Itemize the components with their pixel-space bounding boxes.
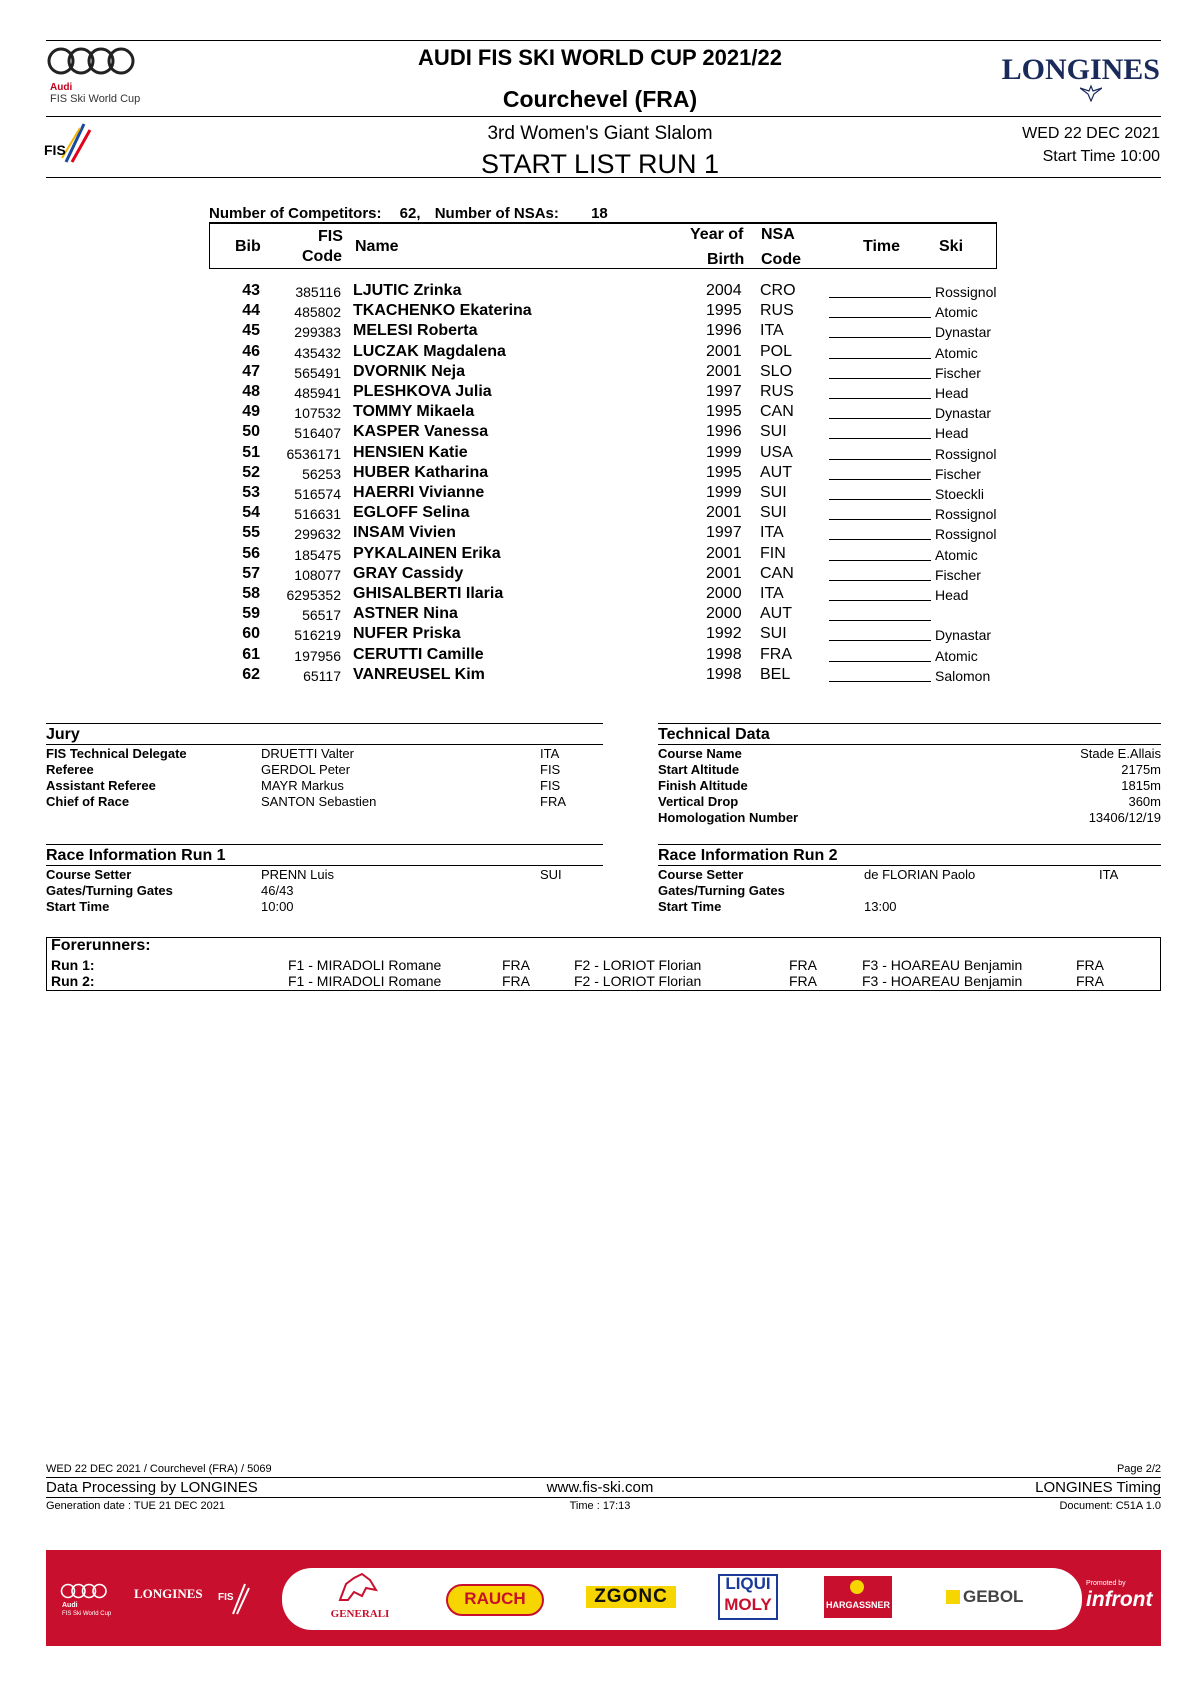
jury-nsa: FIS [540, 778, 561, 793]
forerunner-row [51, 973, 1156, 989]
run1-gates: 46/43 [261, 883, 294, 898]
fis-code: 485941 [294, 385, 341, 401]
time-blank [829, 499, 931, 500]
jury-nsa: FRA [540, 794, 566, 809]
time-blank [829, 519, 931, 520]
ski-brand: Dynastar [935, 324, 992, 341]
forerunner-3: F3 - HOAREAU Benjamin [862, 973, 1023, 989]
athlete-name: VANREUSEL Kim [353, 665, 485, 683]
fis-code: 516631 [294, 506, 341, 523]
athlete-name: TKACHENKO Ekaterina [353, 302, 532, 320]
footer-reference: WED 22 DEC 2021 / Courchevel (FRA) / 5069 [46, 1463, 272, 1475]
footer-page: Page 2/2 [1116, 1463, 1161, 1475]
technical-label: Course Name [658, 746, 742, 761]
nsa-code: CRO [760, 282, 796, 299]
athlete-name: HUBER Katharina [353, 463, 489, 481]
forerunner-row [51, 957, 1156, 973]
nsa-code: AUT [760, 463, 792, 481]
birth-year: 1996 [706, 322, 742, 340]
banner-audi-rings-icon [60, 1582, 108, 1600]
col-nsa: NSA [761, 226, 795, 243]
nsa-code: RUS [760, 383, 794, 400]
nsa-code: SUI [760, 504, 787, 522]
forerunner-1: F1 - MIRADOLI Romane [288, 973, 442, 989]
athlete-name: NUFER Priska [353, 625, 461, 643]
table-row [0, 524, 1200, 544]
bib: 44 [242, 302, 260, 320]
col-birth: Birth [707, 251, 745, 268]
gebol-logo-icon [946, 1590, 960, 1604]
forerunner-1: F1 - MIRADOLI Romane [288, 957, 442, 973]
time-blank [829, 358, 931, 359]
longines-wings-icon [1080, 84, 1102, 102]
forerunner-2-nsa: FRA [789, 973, 817, 989]
competitors-value: 62, [399, 205, 421, 222]
ski-brand: Rossignol [935, 506, 997, 523]
time-blank [829, 438, 931, 439]
run1-setter: PRENN Luis [261, 867, 334, 882]
longines-logo: LONGINES [1001, 53, 1160, 86]
run1-start-row [46, 899, 603, 915]
fis-code: 516574 [294, 486, 341, 502]
athlete-name: KASPER Vanessa [353, 423, 489, 441]
col-nsa-code: Code [761, 251, 801, 268]
birth-year: 1995 [706, 403, 742, 421]
jury-role: Chief of Race [46, 794, 130, 809]
nsa-code: FRA [760, 645, 792, 663]
birth-year: 2001 [706, 564, 742, 582]
venue-title: Courchevel (FRA) [502, 86, 698, 112]
table-row [0, 383, 1200, 403]
fis-code: 516407 [294, 425, 341, 442]
athlete-name: GRAY Cassidy [353, 564, 464, 582]
fis-code: 56517 [302, 607, 341, 624]
fis-code: 56253 [302, 465, 341, 482]
run2-start-label: Start Time [658, 899, 722, 914]
jury-row [46, 762, 603, 778]
athlete-name: INSAM Vivien [353, 524, 456, 542]
jury-row [46, 746, 603, 762]
technical-title: Technical Data [658, 726, 770, 743]
event-title: AUDI FIS SKI WORLD CUP 2021/22 [418, 45, 782, 70]
bib: 51 [242, 443, 260, 461]
forerunner-2: F2 - LORIOT Florian [574, 973, 702, 989]
bib: 57 [242, 564, 260, 582]
footer-rule-1 [46, 1477, 1161, 1478]
fis-code: 516219 [294, 627, 341, 644]
athlete-name: GHISALBERTI Ilaria [353, 585, 504, 602]
ski-brand: Atomic [935, 344, 978, 361]
run1-title-rule [46, 865, 603, 866]
ski-brand: Atomic [935, 546, 978, 563]
bib: 61 [242, 645, 260, 663]
time-blank [829, 317, 931, 318]
jury-person: MAYR Markus [261, 778, 344, 793]
technical-value: 13406/12/19 [1088, 810, 1161, 825]
forerunner-2-nsa: FRA [789, 957, 817, 973]
table-row [0, 545, 1200, 565]
nsa-code: ITA [760, 322, 784, 340]
forerunner-1-nsa: FRA [502, 957, 530, 973]
fis-code: 299383 [294, 324, 341, 341]
technical-row [658, 794, 1161, 810]
bib: 56 [242, 544, 260, 562]
nsa-code: SLO [760, 362, 793, 380]
table-row [0, 423, 1200, 443]
ski-brand: Rossignol [935, 526, 997, 543]
nsa-code: CAN [760, 403, 794, 421]
birth-year: 1999 [706, 484, 742, 501]
time-blank [829, 479, 931, 480]
sponsor-zgonc: ZGONC [594, 1586, 668, 1607]
run2-setter-row [658, 867, 1161, 883]
col-year-of: Year of [690, 226, 744, 243]
birth-year: 2001 [706, 504, 742, 522]
header-date: WED 22 DEC 2021 [1022, 125, 1160, 142]
fis-code: 107532 [294, 405, 341, 422]
forerunner-run-label: Run 1: [51, 957, 95, 973]
technical-label: Finish Altitude [658, 778, 748, 793]
forerunner-3-nsa: FRA [1076, 957, 1104, 973]
bib: 54 [242, 504, 260, 522]
technical-label: Homologation Number [658, 810, 799, 825]
birth-year: 1992 [706, 625, 742, 643]
footer-processing: Data Processing by LONGINES [46, 1479, 258, 1496]
time-blank [829, 418, 931, 419]
run2-start-row [658, 899, 1161, 915]
forerunner-1-nsa: FRA [502, 973, 530, 989]
run2-setter-nsa: ITA [1099, 867, 1119, 882]
run2-setter-label: Course Setter [658, 867, 744, 882]
athlete-name: ASTNER Nina [353, 605, 458, 623]
run1-start-label: Start Time [46, 899, 110, 914]
time-blank [829, 560, 931, 561]
nsa-code: CAN [760, 564, 794, 582]
ski-brand: Fischer [935, 364, 981, 381]
birth-year: 1999 [706, 443, 742, 461]
fis-logo-text: FIS [44, 142, 66, 158]
nsa-code: FIN [760, 544, 786, 562]
forerunner-2: F2 - LORIOT Florian [574, 957, 702, 973]
birth-year: 1997 [706, 383, 742, 400]
ski-brand: Head [935, 587, 969, 603]
time-blank [829, 539, 931, 540]
run2-gates-label: Gates/Turning Gates [658, 883, 785, 898]
header-start-time: Start Time 10:00 [1042, 148, 1160, 165]
nsa-code: POL [760, 342, 793, 360]
table-row [0, 646, 1200, 666]
technical-value: Stade E.Allais [1080, 746, 1161, 761]
nsas-label: Number of NSAs: [434, 205, 559, 222]
sponsor-infront: infront [1086, 1588, 1153, 1611]
time-blank [829, 580, 931, 581]
sponsor-moly: MOLY [724, 1595, 772, 1614]
ski-brand: Rossignol [935, 445, 997, 462]
jury-person: GERDOL Peter [261, 762, 351, 777]
promoted-by: Promoted by [1086, 1580, 1126, 1587]
list-title: START LIST RUN 1 [480, 149, 720, 179]
table-row [0, 343, 1200, 363]
fis-code: 385116 [295, 284, 341, 300]
bib: 50 [242, 423, 260, 441]
run1-top-rule [46, 844, 603, 845]
bib: 55 [242, 524, 260, 542]
table-row [0, 585, 1200, 605]
jury-title: Jury [46, 726, 80, 743]
birth-year: 1998 [706, 645, 742, 663]
banner-longines: LONGINES [134, 1586, 203, 1601]
bib: 48 [242, 383, 260, 400]
race-name: 3rd Women's Giant Slalom [487, 123, 713, 144]
fis-code: 197956 [294, 647, 341, 664]
generali-lion-icon [336, 1570, 380, 1604]
col-name: Name [355, 238, 399, 255]
athlete-name: MELESI Roberta [353, 322, 478, 340]
forerunner-run-label: Run 2: [51, 973, 95, 989]
birth-year: 2001 [706, 362, 742, 380]
bib: 45 [242, 322, 260, 340]
technical-label: Start Altitude [658, 762, 740, 777]
competitors-label: Number of Competitors: [209, 205, 382, 222]
technical-label: Vertical Drop [658, 794, 739, 809]
jury-nsa: FIS [540, 762, 561, 777]
header-bottom-rule [46, 177, 1161, 178]
nsa-code: SUI [760, 625, 787, 643]
nsa-code: ITA [760, 585, 784, 602]
table-row [0, 302, 1200, 322]
jury-nsa: ITA [540, 746, 560, 761]
time-blank [829, 398, 931, 399]
fis-code: 65117 [303, 667, 341, 684]
time-blank [829, 337, 931, 338]
jury-role: FIS Technical Delegate [46, 746, 187, 761]
bib: 43 [242, 282, 260, 299]
ski-brand: Head [935, 385, 969, 401]
athlete-name: DVORNIK Neja [353, 362, 466, 380]
birth-year: 1997 [706, 524, 742, 542]
table-row [0, 464, 1200, 484]
fis-code: 108077 [294, 566, 341, 583]
nsa-code: SUI [760, 423, 787, 441]
ski-brand: Salomon [935, 667, 991, 684]
table-row [0, 484, 1200, 504]
table-row [0, 322, 1200, 342]
run1-setter-row [46, 867, 603, 883]
jury-row [46, 794, 603, 810]
sponsor-banner [46, 1550, 1161, 1646]
header-mid-rule [46, 116, 1161, 117]
time-blank [829, 459, 931, 460]
bib: 46 [242, 342, 260, 360]
athlete-name: TOMMY Mikaela [353, 403, 475, 421]
table-row [0, 504, 1200, 524]
footer-timing: LONGINES Timing [1035, 1479, 1161, 1496]
run2-start: 13:00 [864, 899, 897, 914]
col-ski: Ski [939, 238, 964, 255]
athlete-name: HAERRI Vivianne [353, 484, 485, 501]
table-row [0, 363, 1200, 383]
run2-title-rule [658, 865, 1161, 866]
run1-start: 10:00 [261, 899, 294, 914]
bib: 49 [242, 403, 260, 421]
time-blank [829, 661, 931, 662]
nsa-code: AUT [760, 605, 792, 623]
table-row [0, 605, 1200, 625]
fis-code: 299632 [294, 526, 341, 543]
bib: 53 [242, 484, 260, 501]
col-fis-code: Code [302, 248, 342, 265]
sponsor-generali: GENERALI [330, 1608, 390, 1620]
table-row [0, 565, 1200, 585]
time-blank [829, 600, 931, 601]
nsa-code: USA [760, 443, 793, 461]
athlete-name: LUCZAK Magdalena [353, 342, 506, 360]
time-blank [829, 297, 931, 298]
ski-brand: Atomic [935, 647, 978, 664]
fis-code: 435432 [294, 344, 341, 361]
banner-audi-sub: FIS Ski World Cup [62, 1611, 112, 1617]
sponsor-strip [282, 1568, 1082, 1630]
technical-row [658, 778, 1161, 794]
sponsor-rauch: RAUCH [464, 1589, 526, 1608]
technical-row [658, 762, 1161, 778]
ski-brand: Dynastar [935, 627, 992, 644]
table-row [0, 625, 1200, 645]
competitor-summary [209, 205, 608, 222]
banner-audi-brand: Audi [62, 1602, 78, 1609]
technical-value: 1815m [1121, 778, 1161, 793]
footer-document: Document: C51A 1.0 [1059, 1500, 1161, 1512]
technical-value: 2175m [1121, 762, 1161, 777]
bib: 59 [242, 605, 260, 623]
table-row [0, 403, 1200, 423]
birth-year: 1998 [706, 665, 742, 683]
bib: 60 [242, 625, 260, 643]
run1-gates-label: Gates/Turning Gates [46, 883, 173, 898]
bib: 52 [242, 463, 260, 481]
athlete-name: EGLOFF Selina [353, 504, 470, 522]
jury-title-rule [46, 744, 603, 745]
jury-role: Referee [46, 762, 94, 777]
fis-code: 565491 [294, 364, 341, 381]
footer-rule-2 [46, 1497, 1161, 1498]
col-bib: Bib [235, 238, 261, 255]
footer-generation: Generation date : TUE 21 DEC 2021 [46, 1500, 225, 1512]
footer-time: Time : 17:13 [569, 1500, 631, 1512]
birth-year: 2000 [706, 585, 742, 602]
footer-website[interactable]: www.fis-ski.com [546, 1479, 654, 1496]
athlete-name: CERUTTI Camille [353, 645, 484, 663]
fis-code: 6295352 [286, 587, 341, 603]
forerunner-3-nsa: FRA [1076, 973, 1104, 989]
banner-fis: FIS [218, 1592, 234, 1603]
audi-brand: Audi [50, 82, 73, 93]
audi-sub: FIS Ski World Cup [50, 93, 141, 105]
col-time: Time [863, 238, 901, 255]
ski-brand: Dynastar [935, 405, 992, 422]
hargassner-logo-icon [850, 1580, 864, 1594]
athlete-name: PYKALAINEN Erika [353, 544, 501, 562]
athlete-name: HENSIEN Katie [353, 443, 468, 461]
athlete-name: PLESHKOVA Julia [353, 383, 492, 400]
jury-top-rule [46, 723, 603, 724]
forerunners-title: Forerunners: [51, 937, 151, 954]
birth-year: 2000 [706, 605, 742, 623]
run2-gates-row [658, 883, 1161, 899]
time-blank [829, 681, 931, 682]
technical-title-rule [658, 744, 1161, 745]
jury-row [46, 778, 603, 794]
table-row [0, 444, 1200, 464]
col-fis: FIS [318, 228, 343, 245]
fis-code: 185475 [294, 546, 341, 563]
birth-year: 1995 [706, 302, 742, 320]
sponsor-gebol: GEBOL [963, 1587, 1024, 1606]
jury-person: SANTON Sebastien [261, 794, 377, 809]
technical-row [658, 746, 1161, 762]
ski-brand: Stoeckli [935, 486, 985, 502]
time-blank [829, 378, 931, 379]
bib: 58 [242, 585, 260, 602]
run1-setter-nsa: SUI [540, 867, 562, 882]
birth-year: 2001 [706, 342, 742, 360]
jury-person: DRUETTI Valter [261, 746, 354, 761]
ski-brand: Fischer [935, 465, 981, 482]
birth-year: 1996 [706, 423, 742, 441]
ski-brand: Atomic [935, 304, 978, 321]
time-blank [829, 640, 931, 641]
bib: 47 [242, 362, 260, 380]
nsa-code: SUI [760, 484, 787, 501]
nsas-value: 18 [591, 205, 608, 222]
fis-code: 6536171 [286, 445, 341, 462]
run2-top-rule [658, 844, 1161, 845]
nsa-code: BEL [760, 665, 791, 683]
nsa-code: ITA [760, 524, 784, 542]
technical-value: 360m [1128, 794, 1161, 809]
ski-brand: Head [935, 425, 969, 442]
sponsor-liqui: LIQUI [725, 1574, 771, 1593]
run1-setter-label: Course Setter [46, 867, 132, 882]
sponsor-hargassner: HARGASSNER [825, 1600, 890, 1610]
forerunner-3: F3 - HOAREAU Benjamin [862, 957, 1023, 973]
birth-year: 2001 [706, 544, 742, 562]
run1-gates-row [46, 883, 603, 899]
technical-top-rule [658, 723, 1161, 724]
ski-brand: Fischer [935, 566, 981, 583]
jury-role: Assistant Referee [46, 778, 156, 793]
birth-year: 2004 [706, 282, 742, 299]
nsa-code: RUS [760, 302, 794, 320]
table-row [0, 666, 1200, 686]
time-blank [829, 620, 931, 621]
fis-code: 485802 [294, 304, 341, 321]
header-top-rule [46, 40, 1161, 41]
run1-title: Race Information Run 1 [46, 847, 226, 864]
technical-row [658, 810, 1161, 826]
athlete-name: LJUTIC Zrinka [353, 282, 462, 299]
run2-title: Race Information Run 2 [658, 847, 838, 864]
ski-brand: Rossignol [935, 284, 997, 300]
birth-year: 1995 [706, 463, 742, 481]
table-row [0, 282, 1200, 302]
bib: 62 [242, 665, 260, 683]
run2-setter: de FLORIAN Paolo [864, 867, 976, 882]
